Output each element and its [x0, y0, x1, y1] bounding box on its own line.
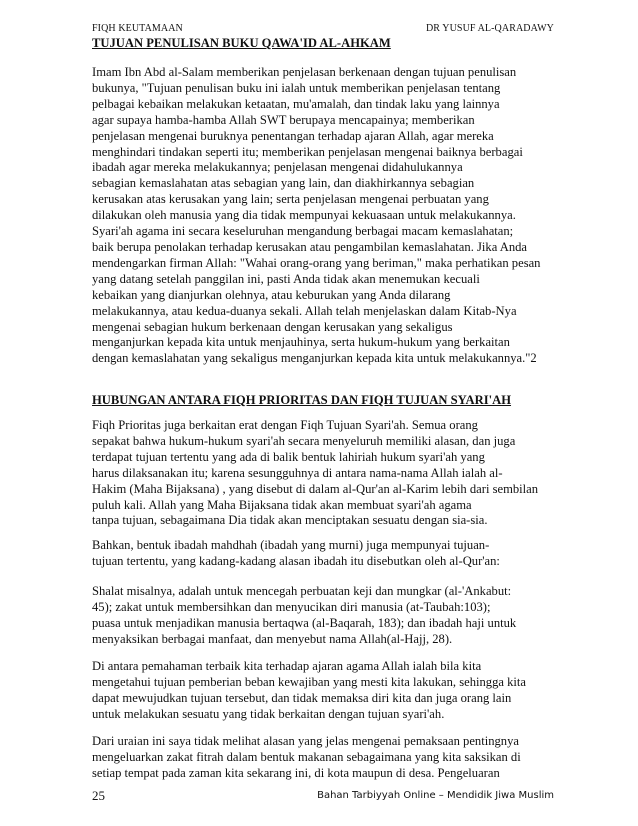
- footer-publication: Bahan Tarbiyyah Online – Mendidik Jiwa Muslim: [317, 790, 554, 801]
- header-author: DR YUSUF AL-QARADAWY: [425, 23, 554, 34]
- paragraph-line: Bahkan, bentuk ibadah mahdhah (ibadah yang murni) juga mempunyai tujuan-: [92, 538, 490, 552]
- paragraph-line: pelbagai kebaikan melakukan ketaatan, mu'amalah, dan tindak laku yang lainnya: [92, 96, 500, 111]
- paragraph-line: puluh kali. Allah yang Maha Bijaksana tidak akan membuat syari'ah agama: [92, 497, 472, 512]
- paragraph-line: kebaikan yang dianjurkan olehnya, atau keburukan yang Anda dilarang: [92, 287, 451, 302]
- paragraph-fiqh-prioritas: [92, 418, 552, 529]
- paragraph-line: yang datang setelah panggilan ini, pasti Anda tidak akan menemukan kecuali: [92, 271, 480, 286]
- paragraph-line: tujuan tertentu, yang kadang-kadang alasan ibadah itu disebutkan oleh al-Qur'an:: [92, 553, 500, 568]
- page-number: 25: [92, 788, 105, 803]
- paragraph-line: ibadah agar mereka melakukannya; penjelasan mengenai didahulukannya: [92, 160, 463, 175]
- section-heading-tujuan-penulisan: TUJUAN PENULISAN BUKU QAWA'ID AL-AHKAM: [92, 36, 391, 50]
- paragraph-line: setiap tempat pada zaman kita sekarang ini, di kota maupun di desa. Pengeluaran: [92, 765, 500, 780]
- paragraph-line: 45); zakat untuk membersihkan dan menyucikan diri manusia (at-Taubah:103);: [92, 599, 491, 614]
- paragraph-line: sebagian kemaslahatan atas sebagian yang lain, dan diakhirkannya sebagian: [92, 176, 475, 191]
- paragraph-line: menyaksikan berbagai manfaat, dan menyebut nama Allah(al-Hajj, 28).: [92, 631, 453, 646]
- paragraph-line: dapat mewujudkan tujuan tersebut, dan tidak memaksa diri kita dan juga orang lain: [92, 690, 512, 705]
- paragraph-ibadah-mahdhah: [92, 538, 552, 570]
- paragraph-line: mengenai sebagian hukum berkenaan dengan kerusakan yang sekaligus: [92, 319, 453, 334]
- paragraph-line: Hakim (Maha Bijaksana) , yang disebut di dalam al-Qur'an al-Karim lebih dari sembilan: [92, 481, 539, 496]
- paragraph-line: terdapat tujuan tertentu yang ada di balik bentuk lahiriah hukum syari'ah yang: [92, 449, 485, 464]
- paragraph-line: Dari uraian ini saya tidak melihat alasan yang jelas mengenai pemaksaan pentingnya: [92, 734, 519, 748]
- paragraph-line: mengetahui tujuan pemberian beban kewajiban yang mesti kita lakukan, sehingga kita: [92, 674, 526, 689]
- paragraph-line: tanpa tujuan, sebagaimana Dia tidak akan menciptakan sesuatu dengan sia-sia.: [92, 513, 488, 528]
- paragraph-line: penjelasan mengenai buruknya penentangan terhadap ajaran Allah, agar mereka: [92, 128, 494, 143]
- paragraph-line: Imam Ibn Abd al-Salam memberikan penjelasan berkenaan dengan tujuan penulisan: [92, 65, 517, 79]
- paragraph-line: kerusakan atas kerusakan yang lain; serta penjelasan mengenai perbuatan yang: [92, 192, 489, 207]
- paragraph-line: dengan kemaslahatan yang sekaligus menganjurkan kepada kita untuk melakukannya."2: [92, 351, 537, 366]
- header-book-title: FIQH KEUTAMAAN: [92, 23, 183, 34]
- paragraph-line: Fiqh Prioritas juga berkaitan erat dengan Fiqh Tujuan Syari'ah. Semua orang: [92, 418, 478, 432]
- running-header: [92, 23, 554, 34]
- paragraph-line: puasa untuk menjadikan manusia bertaqwa (al-Baqarah, 183); dan ibadah haji untuk: [92, 615, 517, 630]
- paragraph-line: bukunya, "Tujuan penulisan buku ini ialah untuk memberikan penjelasan tentang: [92, 80, 501, 95]
- paragraph-shalat-zakat: [92, 584, 552, 648]
- paragraph-line: mendengarkan firman Allah: "Wahai orang-orang yang beriman," maka perhatikan pesan: [92, 255, 541, 270]
- paragraph-pemahaman-terbaik: [92, 659, 552, 723]
- paragraph-line: harus dilaksanakan itu; karena sesungguhnya di antara nama-nama Allah ialah al-: [92, 465, 503, 480]
- paragraph-line: agar supaya hamba-hamba Allah SWT berupaya mencapainya; memberikan: [92, 112, 475, 127]
- paragraph-line: menghindari tindakan seperti itu; memberikan penjelasan mengenai baiknya berbagai: [92, 144, 523, 159]
- paragraph-line: Di antara pemahaman terbaik kita terhadap ajaran agama Allah ialah bila kita: [92, 659, 482, 673]
- paragraph-tujuan-penulisan: [92, 65, 552, 367]
- paragraph-line: sepakat bahwa hukum-hukum syari'ah secara menyeluruh memiliki alasan, dan juga: [92, 433, 516, 448]
- paragraph-line: untuk melakukan sesuatu yang tidak berkaitan dengan tujuan syari'ah.: [92, 706, 445, 721]
- paragraph-zakat-fitrah: [92, 734, 552, 782]
- paragraph-line: Syari'ah agama ini secara keseluruhan mengandung berbagai macam kemaslahatan;: [92, 224, 514, 239]
- paragraph-line: mengeluarkan zakat fitrah dalam bentuk makanan sebagaimana yang kita saksikan di: [92, 749, 521, 764]
- section-heading-hubungan: HUBUNGAN ANTARA FIQH PRIORITAS DAN FIQH TUJUAN SYARI'AH: [92, 393, 512, 407]
- paragraph-line: Shalat misalnya, adalah untuk mencegah perbuatan keji dan mungkar (al-'Ankabut:: [92, 584, 512, 598]
- paragraph-line: melakukannya, atau kedua-duanya sekali. Allah telah menjelaskan dalam Kitab-Nya: [92, 303, 517, 318]
- paragraph-line: baik berupa penolakan terhadap kerusakan atau pengambilan kemaslahatan. Jika Anda: [92, 239, 528, 254]
- paragraph-line: menganjurkan kepada kita untuk menjauhinya, serta hukum-hukum yang berkaitan: [92, 335, 510, 350]
- paragraph-line: dilakukan oleh manusia yang dia tidak mempunyai kekuasaan untuk melakukannya.: [92, 208, 516, 223]
